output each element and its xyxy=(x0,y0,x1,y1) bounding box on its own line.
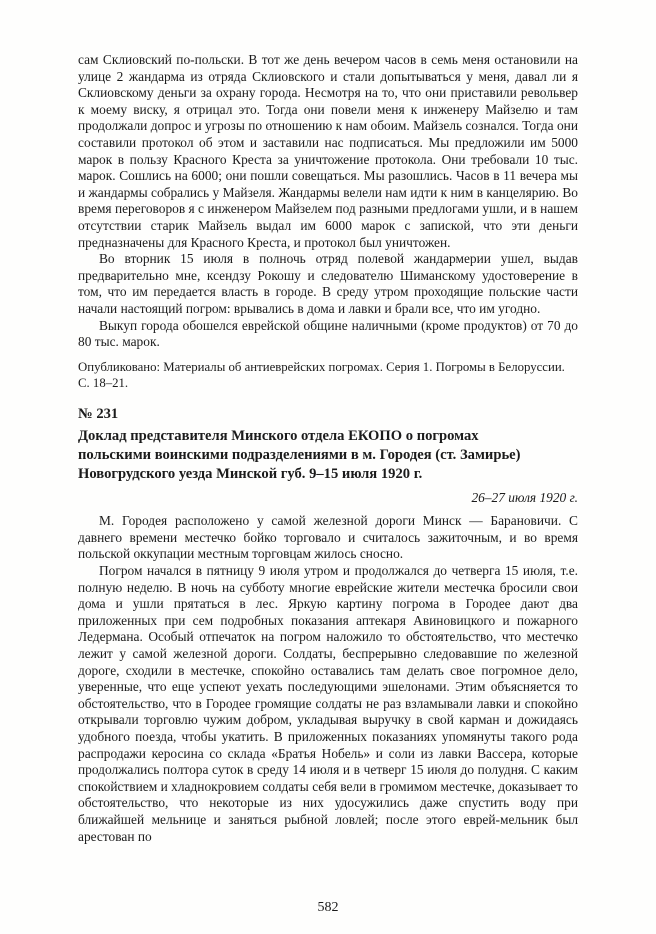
body-paragraph: Выкуп города обошелся еврейской общине наличными (кроме продуктов) от 70 до 80 тыс. марок. xyxy=(78,317,578,350)
continuation-paragraph: сам Склиовский по-польски. В тот же день вечером часов в семь меня остановили на улице 2 жандарма из отряда Склиовского и стали допытываться у меня, давал ли я Склиовскому деньги за охрану города. Несмотря на то, что они приставили револьвер к моему виску, я отрицал это. Тогда они повели меня к инженеру Майзелю и там продолжали допрос и угрозы по отношению к нам обоим. Майзель сознался. Тогда они составили протокол об этом и заставили нас подписаться. Мы предложили им 5000 марок в пользу Красного Креста за уничтожение протокола. Они требовали 10 тыс. марок. Сошлись на 6000; они пошли совещаться. Мы разошлись. Часов в 11 вечера мы и жандармы собрались у Майзеля. Жандармы велели нам идти к ним в канцелярию. Во время переговоров я с инженером Майзелем под разными предлогами ушли, и в нашем отсутствии старик Майзель выдал им 6000 марок с запиской, что эти деньги предназначены для Красного Креста, и протокол был уничтожен. xyxy=(78,52,578,250)
page-number: 582 xyxy=(317,900,339,915)
document-number: № 231 xyxy=(78,405,119,422)
body-paragraph: М. Городея расположено у самой железной дороги Минск — Барановичи. С давнего времени местечко бойко торговало и считалось зажиточным, и во время польской оккупации местным торговцам жилось сносно. xyxy=(78,513,578,562)
page-text-block xyxy=(78,52,578,845)
publication-note: Опубликовано: Материалы об антиеврейских погромах. Серия 1. Погромы в Белоруссии. С. 18–21. xyxy=(78,359,565,390)
body-paragraph: Во вторник 15 июля в полночь отряд полевой жандармерии ушел, выдав предварительно мне, ксендзу Рокошу и следователю Шиманскому удостоверение в том, что им передается власть в городе. В среду утром проходящие польские части начали настоящий погром: врывались в дома и лавки и брали все, что им угодно. xyxy=(78,251,578,316)
body-paragraph: Погром начался в пятницу 9 июля утром и продолжался до четверга 15 июля, т.е. полную неделю. В ночь на субботу многие еврейские жители местечка бросили свои дома и ушли прятаться в лес. Яркую картину погрома в Городее дают два приложенных при сем подробных показания аптекаря Авиновицкого и пожарного Ледермана. Особый отпечаток на погром наложило то обстоятельство, что местечко лежит у самой железной дороги. Солдаты, беспрерывно следовавшие по железной дороге, сходили в местечке, спокойно оставались там делать свое погромное дело, уверенные, что еще успеют уехать последующими эшелонами. Этим объясняется то обстоятельство, что в Городее громящие солдаты не раз взламывали лавки и спокойно открывали торговлю чужим добром, укладывая выручку в свой карман и дожидаясь удобного поезда, чтобы укатить. В приложенных показаниях упомянуты такого рода распродажи керосина со склада «Братья Нобель» и соли из лавки Вассера, которые продолжались полтора суток в среду 14 июля и в четверг 15 июля до полудня. С каким спокойствием и хладнокровием солдаты себя вели в громимом местечке, доказывает то обстоятельство, что некоторые из них удосужились даже спустить воду при ближайшей мельнице и заняться рыбной ловлей; после этого еврей-мельник был арестован по xyxy=(78,563,578,844)
document-title-line: польскими воинскими подразделениями в м. Городея (ст. Замирье) xyxy=(78,446,521,463)
document-header xyxy=(78,405,578,484)
document-date: 26–27 июля 1920 г. xyxy=(471,489,578,505)
document-title-line: Доклад представителя Минского отдела ЕКОПО о погромах xyxy=(78,427,479,444)
document-title-line: Новогрудского уезда Минской губ. 9–15 июля 1920 г. xyxy=(78,465,423,482)
